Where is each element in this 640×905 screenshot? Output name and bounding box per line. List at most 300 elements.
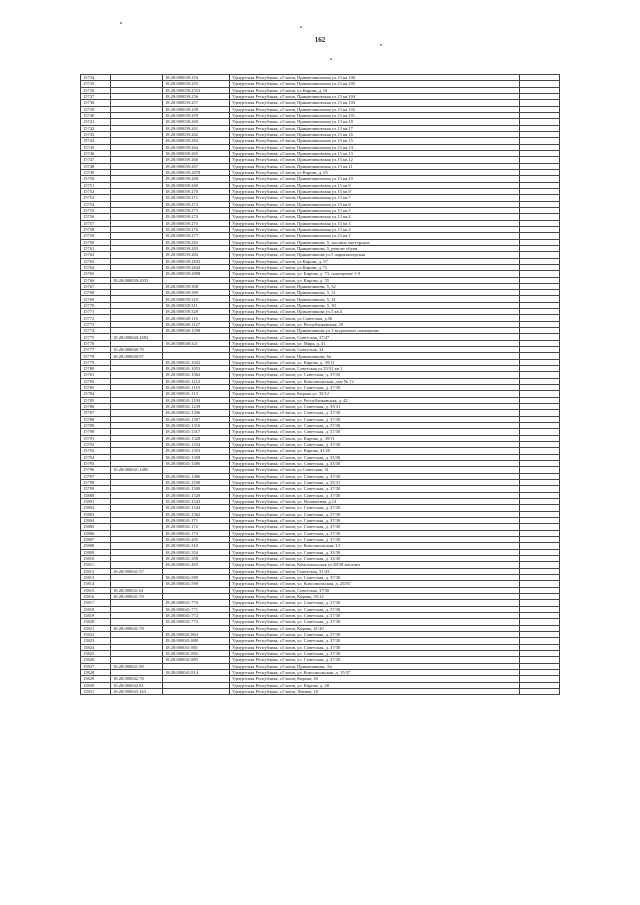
building-number-cell: 18:28:000041:1317 <box>163 429 230 435</box>
building-number-cell: 18:28:000041:1307 <box>163 416 230 422</box>
building-number-cell: 18:28:000041:465 <box>163 562 230 568</box>
row-number-cell: 15831 <box>81 688 111 694</box>
building-number-cell: 18:28:000039:329 <box>163 309 230 315</box>
address-cell: Удмуртская Республика, г.Глазов, Приканчиковская ул.13 кв.10 <box>230 176 520 182</box>
row-number-cell: 15785 <box>81 397 111 403</box>
building-number-cell: 18:28:000041:1042 <box>163 359 230 365</box>
row-number-cell: 15746 <box>81 150 111 156</box>
building-number-cell: 18:28:000041:1562 <box>163 511 230 517</box>
building-number-cell: 18:28:000039:255 <box>163 81 230 87</box>
row-number-cell: 15770 <box>81 302 111 308</box>
building-number-cell: 18:28:000041:1239 <box>163 404 230 410</box>
address-cell: Удмуртская Республика, г.Глазов, Приканчикова ул.5 парикмахерская <box>230 252 520 258</box>
row-number-cell: 15813 <box>81 574 111 580</box>
address-cell: Удмуртская Республика, г.Глазов, Кирова, 35/12 <box>230 593 520 599</box>
building-number-cell: 18:28:000039:256 <box>163 93 230 99</box>
address-cell: Удмуртская Республика, г.Глазов, ул. Кирова, д. 28 <box>230 682 520 688</box>
row-number-cell: 15796 <box>81 467 111 473</box>
row-number-cell: 15818 <box>81 606 111 612</box>
row-number-cell: 15786 <box>81 404 111 410</box>
building-number-cell: 18:28:000041:590 <box>163 581 230 587</box>
building-number-cell: 18:28:000039:260 <box>163 119 230 125</box>
address-cell: Удмуртская Республика, г.Глазов, Приканчиковская ул.13 кв.6 <box>230 201 520 207</box>
address-cell: Удмуртская Республика, г.Глазов, Приканчиковская ул.13 кв.103 <box>230 100 520 106</box>
row-number-cell: 15790 <box>81 429 111 435</box>
row-number-cell: 15807 <box>81 536 111 542</box>
building-number-cell: 18:28:000041:880 <box>163 638 230 644</box>
address-cell: Удмуртская Республика, г.Глазов, ул. Советская, д. 37/30 <box>230 486 520 492</box>
building-number-cell: 18:28:000041:1334 <box>163 442 230 448</box>
row-number-cell: 15828 <box>81 669 111 675</box>
land-parcel-number-cell: 18:28:000042:81 <box>111 682 163 688</box>
building-number-cell: 18:28:000041:1509 <box>163 486 230 492</box>
land-parcel-number-cell: 18:28:000041:78 <box>111 625 163 631</box>
row-number-cell: 15735 <box>81 81 111 87</box>
address-cell: Удмуртская Республика, г.Глазов, ул.Советская, 31 <box>230 467 520 473</box>
address-cell: Удмуртская Республика, г.Глазов, ул. Советская, д. 37/30 <box>230 600 520 606</box>
address-cell: Удмуртская Республика, г.Глазов, ул. Советская, д. 35/31 <box>230 480 520 486</box>
address-cell: Удмуртская Республика, г.Глазов, Советская, 34 <box>230 347 520 353</box>
building-number-cell: 18:28:000041:1119 <box>163 385 230 391</box>
row-number-cell: 15764 <box>81 264 111 270</box>
address-cell: Удмуртская Республика, г.Глазов, ул. Советская, д. 33/30 <box>230 555 520 561</box>
address-cell: Удмуртская Республика, г.Глазов, Приканчиковская ул.13 кв.17 <box>230 125 520 131</box>
address-cell: Удмуртская Республика, г.Глазов, ул. Советская, д. 37/30 <box>230 606 520 612</box>
building-number-cell: 18:28:000039:2678 <box>163 169 230 175</box>
building-number-cell: 18:28:000039:270 <box>163 188 230 194</box>
row-number-cell: 15798 <box>81 480 111 486</box>
row-number-cell: 15747 <box>81 157 111 163</box>
building-number-cell: 18:28:000041:171 <box>163 517 230 523</box>
row-number-cell: 15760 <box>81 239 111 245</box>
building-number-cell: 18:28:000040:1298 <box>163 328 230 334</box>
address-cell: Удмуртская Республика, г.Глазов, ул. Советская, д. 37/30 <box>230 410 520 416</box>
building-number-cell: 18:28:000039:309 <box>163 290 230 296</box>
row-number-cell: 15802 <box>81 505 111 511</box>
address-cell: Удмуртская Республика, г.Глазов, Приканчиковская ул.13 кв.11 <box>230 163 520 169</box>
building-number-cell: 18:28:000039:311 <box>163 302 230 308</box>
row-number-cell: 15754 <box>81 201 111 207</box>
building-number-cell: 18:28:000039:263 <box>163 138 230 144</box>
row-number-cell: 15749 <box>81 169 111 175</box>
land-parcel-number-cell: 18:28:000043:163 <box>111 688 163 694</box>
page-number: 162 <box>314 36 326 44</box>
address-cell: Удмуртская Республика, г.Глазов, Приканчиковская ул.13 кв.105 <box>230 81 520 87</box>
row-number-cell: 15773 <box>81 321 111 327</box>
address-cell: Удмуртская Республика, г.Глазов, Приканчикова ул.3 встроенное помещение <box>230 328 520 334</box>
row-number-cell: 15781 <box>81 372 111 378</box>
building-number-cell: 18:28:000039:282 <box>163 239 230 245</box>
row-number-cell: 15753 <box>81 195 111 201</box>
row-number-cell: 15789 <box>81 423 111 429</box>
address-cell: Удмуртская Республика, г.Глазов, ул. Незаметная, д.14 <box>230 498 520 504</box>
building-number-cell: 18:28:000039:283 <box>163 245 230 251</box>
land-parcel-number-cell: 18:28:000041:90 <box>111 663 163 669</box>
address-cell: Удмуртская Республика, г.Глазов, ул. Кирова, д. 39/11 <box>230 435 520 441</box>
address-cell: Удмуртская Республика, г.Глазов, ул. Советская, д. 37/30 <box>230 505 520 511</box>
row-number-cell: 15811 <box>81 562 111 568</box>
row-number-cell: 15772 <box>81 315 111 321</box>
row-number-cell: 15780 <box>81 366 111 372</box>
address-cell: Удмуртская Республика, г.Глазов, ул. Республиканская, д. 42 <box>230 397 520 403</box>
building-number-cell: 18:28:000041:310 <box>163 543 230 549</box>
address-cell: Удмуртская Республика, г.Глазов, ул. Советская, д. 37/30 <box>230 423 520 429</box>
row-number-cell: 15756 <box>81 214 111 220</box>
building-number-cell: 18:28:000041:1328 <box>163 435 230 441</box>
land-parcel-number-cell: 18:28:000040:1682 <box>111 334 163 340</box>
row-number-cell: 15752 <box>81 188 111 194</box>
row-number-cell: 15794 <box>81 454 111 460</box>
row-number-cell: 15830 <box>81 682 111 688</box>
scan-speck <box>300 26 302 28</box>
row-number-cell: 15741 <box>81 119 111 125</box>
address-cell: Удмуртская Республика, г.Глазов, Кирова ул. 35/12 <box>230 391 520 397</box>
address-cell: Удмуртская Республика, г.Глазов, Приканчиковская ул.13 кв.8 <box>230 188 520 194</box>
row-number-cell: 15820 <box>81 619 111 625</box>
row-number-cell: 15788 <box>81 416 111 422</box>
row-number-cell: 15751 <box>81 182 111 188</box>
row-number-cell: 15797 <box>81 473 111 479</box>
building-number-cell: 18:28:000040:1127 <box>163 321 230 327</box>
scan-speck <box>330 58 332 60</box>
address-cell: Удмуртская Республика, г.Глазов, ул. Советская, д. 37/30 <box>230 511 520 517</box>
address-cell: Удмуртская Республика, г.Глазов, Приканчиковская ул.13 кв.13 <box>230 150 520 156</box>
row-number-cell: 15823 <box>81 638 111 644</box>
table-body <box>81 75 560 695</box>
building-number-cell: 18:28:000039:276 <box>163 226 230 232</box>
building-number-cell: 18:28:000041:914 <box>163 669 230 675</box>
address-cell: Удмуртская Республика, г.Глазов, Советская ул.35/31 кв.1 <box>230 366 520 372</box>
address-cell: Удмуртская Республика, г.Глазов, Приканчиковская ул.13 кв.2 <box>230 226 520 232</box>
row-number-cell: 15792 <box>81 442 111 448</box>
row-number-cell: 15799 <box>81 486 111 492</box>
row-number-cell: 15758 <box>81 226 111 232</box>
row-number-cell: 15769 <box>81 296 111 302</box>
address-cell: Удмуртская Республика, г.Глазов, ул. Комсомольская, д. 15/37 <box>230 669 520 675</box>
row-number-cell: 15829 <box>81 676 111 682</box>
row-number-cell: 15736 <box>81 87 111 93</box>
row-number-cell: 15757 <box>81 220 111 226</box>
address-cell: Удмуртская Республика, г.Глазов, ул. Советская, д. 37/30 <box>230 657 520 663</box>
building-number-cell: 18:28:000039:264 <box>163 144 230 150</box>
address-cell: Удмуртская Республика, г.Глазов, ул. Советская, д. 37/30 <box>230 517 520 523</box>
building-number-cell: 18:28:000041:772 <box>163 612 230 618</box>
address-cell: Удмуртская Республика, г.Глазов, Приканчиковская ул.13 кв.16 <box>230 131 520 137</box>
building-number-cell: 18:28:000039:254 <box>163 75 230 81</box>
row-number-cell: 15742 <box>81 125 111 131</box>
land-parcel-number-cell: 18:28:000041:1485 <box>111 467 163 473</box>
building-number-cell: 18:28:000039:266 <box>163 157 230 163</box>
address-cell: Удмуртская Республика, г.Глазов, ул. Советская, д. 37/30 <box>230 650 520 656</box>
row-number-cell: 15817 <box>81 600 111 606</box>
building-number-cell: 18:28:000039:257 <box>163 100 230 106</box>
row-number-cell: 15822 <box>81 631 111 637</box>
building-number-cell: 18:28:000039:272 <box>163 201 230 207</box>
address-cell: Удмуртская Республика, г.Глазов, Приканчиковская ул.13 кв.9 <box>230 182 520 188</box>
row-number-cell: 15738 <box>81 100 111 106</box>
building-number-cell: 18:28:000040:321 <box>163 340 230 346</box>
address-cell: Удмуртская Республика, г.Глазов, ул. Советская, д. 37/30 <box>230 574 520 580</box>
building-number-cell: 18:28:000041:172 <box>163 524 230 530</box>
row-number-cell: 15744 <box>81 138 111 144</box>
address-cell: Удмуртская Республика, г.Глазов, ул. Комсомольская, 13 <box>230 543 520 549</box>
table-row <box>81 688 560 694</box>
row-number-cell: 15812 <box>81 568 111 574</box>
land-parcel-number-cell: 18:28:000040:79 <box>111 347 163 353</box>
address-cell: Удмуртская Республика, г.Глазов, Кирова, 26 <box>230 676 520 682</box>
address-cell: Удмуртская Республика, г.Глазов, ул. Советская, д. 37/30 <box>230 524 520 530</box>
building-number-cell: 18:28:000041:1062 <box>163 372 230 378</box>
address-cell: Удмуртская Республика, г.Глазов, Приканчикова, 5, часовые мастерские <box>230 239 520 245</box>
land-parcel-number-cell: 18:28:000039:2933 <box>111 277 163 283</box>
row-number-cell: 15783 <box>81 385 111 391</box>
row-number-cell: 15827 <box>81 663 111 669</box>
address-cell: Удмуртская Республика, г.Глазов, ул. Советская, д. 37/30 <box>230 644 520 650</box>
address-cell: Удмуртская Республика, г.Глазов, Приканчиковская ул.13 кв.5 <box>230 207 520 213</box>
address-cell: Удмуртская Республика, г.Глазов, Приканчиковская ул.13 кв.14 <box>230 144 520 150</box>
address-cell: Удмуртская Республика, г.Глазов, Приканчиковская ул.13 кв.4 <box>230 214 520 220</box>
row-number-cell: 15782 <box>81 378 111 384</box>
building-number-cell: 18:28:000041:882 <box>163 650 230 656</box>
row-number-cell: 15821 <box>81 625 111 631</box>
building-number-cell: 18:28:000041:1358 <box>163 454 230 460</box>
building-number-cell: 18:28:000039:271 <box>163 195 230 201</box>
row-number-cell: 15739 <box>81 106 111 112</box>
address-cell: Удмуртская Республика, г.Глазов, ул.Кирова, д.73 <box>230 264 520 270</box>
building-number-cell: 18:28:000041:589 <box>163 574 230 580</box>
note-cell <box>520 688 560 694</box>
row-number-cell: 15826 <box>81 657 111 663</box>
address-cell: Удмуртская Республика, г.Глазов, ул. Советская, д. 37/30 <box>230 619 520 625</box>
cadastral-register-table <box>80 74 560 695</box>
address-cell: Удмуртская Республика, г.Глазов, Приканчиковская ул.13 кв.12 <box>230 157 520 163</box>
address-cell: Удмуртская Республика, г.Глазов, Советская, 37/30 <box>230 587 520 593</box>
address-cell: Удмуртская Республика, г.Глазов, ул. Советская, д. 33/30 <box>230 461 520 467</box>
building-number-cell: 18:28:000039:2553 <box>163 87 230 93</box>
address-cell: Удмуртская Республика, г.Глазов, ул.Кирова, д. 61 <box>230 87 520 93</box>
address-cell: Удмуртская Республика, г.Глазов, ул. Кирова, д. 73, помещение 1-9 <box>230 271 520 277</box>
building-number-cell: 18:28:000041:1296 <box>163 410 230 416</box>
address-cell: Удмуртская Республика, г.Глазов, ул. Советская, д. 37/30 <box>230 442 520 448</box>
building-number-cell: 18:28:000039:267 <box>163 163 230 169</box>
building-number-cell: 18:28:000041:113 <box>163 391 230 397</box>
land-parcel-number-cell: 18:28:000041:61 <box>111 587 163 593</box>
address-cell: Удмуртская Республика, г.Глазов, Приканчиковская ул.13 кв.102 <box>230 106 520 112</box>
address-cell: Удмуртская Республика, г.Глазов, ул. Кирова, 41/20 <box>230 448 520 454</box>
row-number-cell: 15819 <box>81 612 111 618</box>
address-cell: Удмуртская Республика, г.Глазов, Ленина, 10 <box>230 688 520 694</box>
row-number-cell: 15737 <box>81 93 111 99</box>
row-number-cell: 15787 <box>81 410 111 416</box>
address-cell: Удмуртская Республика, г.Глазов, ул. Советская, д. 27/30 <box>230 385 520 391</box>
building-number-cell: 18:28:000039:265 <box>163 150 230 156</box>
building-number-cell: 18:28:000039:261 <box>163 125 230 131</box>
address-cell: Удмуртская Республика, г.Глазов, Приканчиковская ул.13 кв.106 <box>230 75 520 81</box>
row-number-cell: 15766 <box>81 277 111 283</box>
row-number-cell: 15803 <box>81 511 111 517</box>
building-number-cell: 18:28:000039:262 <box>163 131 230 137</box>
address-cell: Удмуртская Республика, г.Глазов, ул. Комсомольская, дом № 12 <box>230 378 520 384</box>
building-number-cell: 18:28:000039:2843 <box>163 258 230 264</box>
address-cell: Удмуртская Республика, г.Глазов, ул.Советская, д.36 <box>230 315 520 321</box>
row-number-cell: 15748 <box>81 163 111 169</box>
address-cell: Удмуртская Республика, г.Глазов, ул. Советская, д. 37/30 <box>230 631 520 637</box>
address-cell: Удмуртская Республика, г.Глазов, Приканчикова, 5, 31 <box>230 296 520 302</box>
address-cell: Удмуртская Республика, г.Глазов, ул. Советская, д. 35/31 <box>230 404 520 410</box>
address-cell: Удмуртская Республика, г.Глазов, Приканчикова ул.5 кв.4 <box>230 309 520 315</box>
building-number-cell: 18:28:000041:773 <box>163 619 230 625</box>
row-number-cell: 15774 <box>81 328 111 334</box>
address-cell: Удмуртская Республика, г.Глазов, Приканчикова, 5, ремонт обуви <box>230 245 520 251</box>
row-number-cell: 15778 <box>81 353 111 359</box>
row-number-cell: 15745 <box>81 144 111 150</box>
row-number-cell: 15765 <box>81 271 111 277</box>
building-number-cell: 18:28:000039:275 <box>163 220 230 226</box>
row-number-cell: 15816 <box>81 593 111 599</box>
building-number-cell: 18:28:000041:1114 <box>163 378 230 384</box>
address-cell: Удмуртская Республика, г.Глазов, ул. Мира, д. 41 <box>230 340 520 346</box>
row-number-cell: 15743 <box>81 131 111 137</box>
address-cell: Удмуртская Республика, г.Глазов, Приканчиковская ул.13 кв.7 <box>230 195 520 201</box>
row-number-cell: 15791 <box>81 435 111 441</box>
building-number-cell: 18:28:000041:1316 <box>163 423 230 429</box>
address-cell: Удмуртская Республика, г.Глазов, ул.Кирова, д. 65 <box>230 169 520 175</box>
row-number-cell: 15795 <box>81 461 111 467</box>
address-cell: Удмуртская Республика, г.Глазов, ул. Советская, д. 37/30 <box>230 492 520 498</box>
address-cell: Удмуртская Республика, г.Глазов, ул. Комсомольская, д. 26/55 <box>230 581 520 587</box>
address-cell: Удмуртская Республика, г.Глазов, ул.Кирова, д. 67 <box>230 258 520 264</box>
row-number-cell: 15767 <box>81 283 111 289</box>
address-cell: Удмуртская Республика, г.Глазов, Приканчиковская ул.13 кв.1 <box>230 233 520 239</box>
building-number-cell: 18:28:000039:269 <box>163 182 230 188</box>
land-parcel-number-cell: 18:28:000041:57 <box>111 568 163 574</box>
building-number-cell: 18:28:000041:1486 <box>163 473 230 479</box>
row-number-cell: 15815 <box>81 587 111 593</box>
row-number-cell: 15800 <box>81 492 111 498</box>
row-number-cell: 15824 <box>81 644 111 650</box>
address-cell: Удмуртская Республика, г.Глазов, ул. Кирова, д. 39/11 <box>230 359 520 365</box>
row-number-cell: 15793 <box>81 448 111 454</box>
address-cell: Удмуртская Республика, г.Глазов, Комсомольская ул.28/38 магазин <box>230 562 520 568</box>
building-number-cell: 18:28:000041:883 <box>163 657 230 663</box>
building-number-cell: 18:28:000041:1353 <box>163 448 230 454</box>
row-number-cell: 15808 <box>81 543 111 549</box>
row-number-cell: 15759 <box>81 233 111 239</box>
row-number-cell: 15768 <box>81 290 111 296</box>
building-number-cell: 18:28:000039:308 <box>163 283 230 289</box>
row-number-cell: 15805 <box>81 524 111 530</box>
building-number-cell: 18:28:000039:258 <box>163 106 230 112</box>
address-cell: Удмуртская Республика, г.Глазов, Приканчиковская ул.13 кв.15 <box>230 138 520 144</box>
address-cell: Удмуртская Республика, г.Глазов, ул. Советская, д. 37/30 <box>230 536 520 542</box>
row-number-cell: 15740 <box>81 112 111 118</box>
row-number-cell: 15775 <box>81 334 111 340</box>
building-number-cell: 18:28:000041:1520 <box>163 492 230 498</box>
address-cell: Удмуртская Республика, г.Глазов, ул. Республиканская, 29 <box>230 321 520 327</box>
row-number-cell: 15762 <box>81 252 111 258</box>
scan-speck <box>120 22 122 24</box>
building-number-cell: 18:28:000041:881 <box>163 644 230 650</box>
building-number-cell: 18:28:000040:110 <box>163 315 230 321</box>
building-number-cell: 18:28:000041:358 <box>163 555 230 561</box>
row-number-cell: 15784 <box>81 391 111 397</box>
row-number-cell: 15804 <box>81 517 111 523</box>
address-cell: Удмуртская Республика, г.Глазов, Приканчиковская ул.13 кв.3 <box>230 220 520 226</box>
address-cell: Удмуртская Республика, г.Глазов, Советская, 31/43 <box>230 568 520 574</box>
building-number-cell: 18:28:000041:1053 <box>163 366 230 372</box>
address-cell: Удмуртская Республика, г.Глазов, Приканчикова, 6а <box>230 353 520 359</box>
address-cell: Удмуртская Республика, г.Глазов, Советская, 37/47 <box>230 334 520 340</box>
building-number-cell: 18:28:000041:1194 <box>163 397 230 403</box>
address-cell: Удмуртская Республика, г.Глазов, ул. Советская, д. 37/30 <box>230 473 520 479</box>
building-number-cell: 18:28:000041:354 <box>163 549 230 555</box>
address-cell: Удмуртская Республика, г.Глазов, Приканчикова, 5, 30 <box>230 302 520 308</box>
row-number-cell: 15779 <box>81 359 111 365</box>
building-number-cell: 18:28:000041:1543 <box>163 498 230 504</box>
address-cell: Удмуртская Республика, г.Глазов, ул. Советская, д. 37/30 <box>230 530 520 536</box>
scan-speck <box>380 44 382 46</box>
building-number-cell: 18:28:000041:1544 <box>163 505 230 511</box>
row-number-cell: 15806 <box>81 530 111 536</box>
row-number-cell: 15801 <box>81 498 111 504</box>
building-number-cell: 18:28:000039:277 <box>163 233 230 239</box>
land-parcel-number-cell: 18:28:000042:76 <box>111 676 163 682</box>
building-number-cell: 18:28:000039:268 <box>163 176 230 182</box>
row-number-cell: 15825 <box>81 650 111 656</box>
row-number-cell: 15814 <box>81 581 111 587</box>
building-number-cell: 18:28:000039:2844 <box>163 264 230 270</box>
address-cell: Удмуртская Республика, г.Глазов, Приканчикова, 3/а <box>230 663 520 669</box>
address-cell: Удмуртская Республика, г.Глазов, Приканчикова, 5, 31 <box>230 290 520 296</box>
address-cell: Удмуртская Республика, г.Глазов, Приканчиковская ул.13 кв.101 <box>230 112 520 118</box>
row-number-cell: 15771 <box>81 309 111 315</box>
building-number-cell: 18:28:000041:205 <box>163 536 230 542</box>
building-number-cell: 18:28:000039:2898 <box>163 271 230 277</box>
land-parcel-number-cell: 18:28:000041:70 <box>111 593 163 599</box>
row-number-cell: 15776 <box>81 340 111 346</box>
building-number-cell: 18:28:000041:1500 <box>163 480 230 486</box>
building-number-cell: 18:28:000041:173 <box>163 530 230 536</box>
row-number-cell: 15777 <box>81 347 111 353</box>
building-number-cell <box>163 688 230 694</box>
land-parcel-number-cell: 18:28:000040:97 <box>111 353 163 359</box>
building-number-cell: 18:28:000041:770 <box>163 600 230 606</box>
row-number-cell: 15809 <box>81 549 111 555</box>
address-cell: Удмуртская Республика, г.Глазов, ул. Советская, д. 37/30 <box>230 372 520 378</box>
building-number-cell: 18:28:000039:259 <box>163 112 230 118</box>
building-number-cell: 18:28:000039:273 <box>163 207 230 213</box>
row-number-cell: 15750 <box>81 176 111 182</box>
row-number-cell: 15755 <box>81 207 111 213</box>
address-cell: Удмуртская Республика, г.Глазов, ул. Советская, д. 37/30 <box>230 612 520 618</box>
address-cell: Удмуртская Республика, г.Глазов, Приканчиковская ул.13 кв.18 <box>230 119 520 125</box>
address-cell: Удмуртская Республика, г.Глазов, ул. Кирова, д. 55 <box>230 277 520 283</box>
row-number-cell: 15734 <box>81 75 111 81</box>
building-number-cell: 18:28:000039:310 <box>163 296 230 302</box>
row-number-cell: 15810 <box>81 555 111 561</box>
address-cell: Удмуртская Республика, г.Глазов, Приканчиковская ул.13 кв.104 <box>230 93 520 99</box>
address-cell: Удмуртская Республика, г.Глазов, ул. Советская, д. 33/30 <box>230 454 520 460</box>
building-number-cell: 18:28:000039:284 <box>163 252 230 258</box>
building-number-cell: 18:28:000041:1406 <box>163 461 230 467</box>
building-number-cell: 18:28:000041:864 <box>163 631 230 637</box>
address-cell: Удмуртская Республика, г.Глазов, ул. Советская, д. 37/30 <box>230 416 520 422</box>
address-cell: Удмуртская Республика, г.Глазов, ул. Советская, д. 37/30 <box>230 429 520 435</box>
building-number-cell: 18:28:000039:274 <box>163 214 230 220</box>
address-cell: Удмуртская Республика, г.Глазов, Кирова, 41/20 <box>230 625 520 631</box>
row-number-cell: 15761 <box>81 245 111 251</box>
building-number-cell: 18:28:000041:771 <box>163 606 230 612</box>
